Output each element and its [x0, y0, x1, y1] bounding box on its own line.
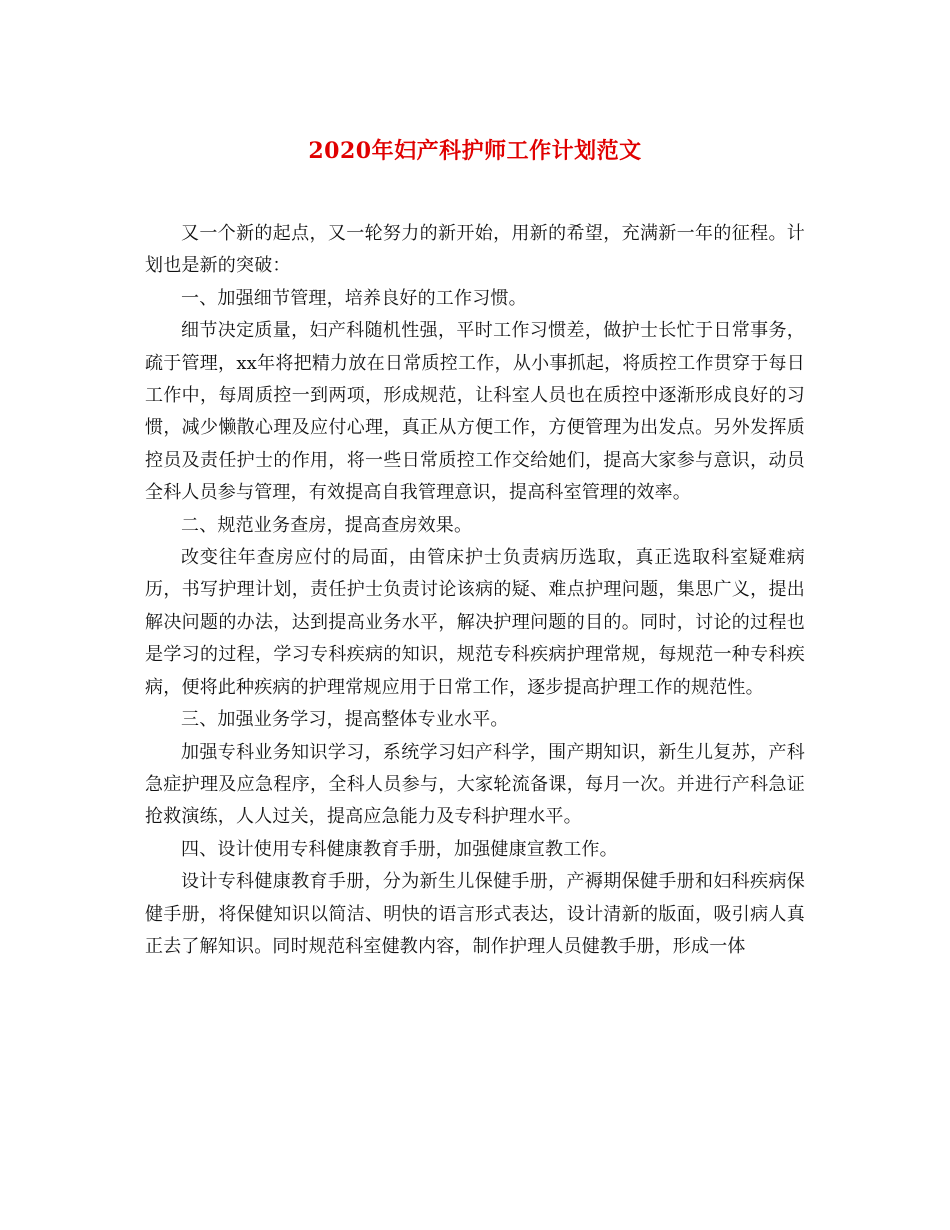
paragraph-section-2: 改变往年查房应付的局面，由管床护士负责病历选取，真正选取科室疑难病历，书写护理计划，责任护士负责讨论该病的疑、难点护理问题，集思广义，提出解决问题的办法，达到提高业务水平，解决护理问题的目的。同时，讨论的过程也是学习的过程，学习专科疾病的知识，规范专科疾病护理常规，每规范一种专科疾病，便将此种疾病的护理常规应用于日常工作，逐步提高护理工作的规范性。 [145, 547, 805, 698]
section-heading-2: 二、规范业务查房，提高查房效果。 [181, 514, 473, 536]
paragraph-section-3: 加强专科业务知识学习，系统学习妇产科学，围产期知识，新生儿复苏，产科急症护理及应急程序，全科人员参与，大家轮流备课，每月一次。并进行产科急证抢救演练，人人过关，提高应急能力及专科护理水平。 [145, 741, 805, 828]
section-heading-3: 三、加强业务学习，提高整体专业水平。 [181, 709, 509, 731]
document-body [145, 218, 805, 963]
page-title: 2020年妇产科护师工作计划范文 [308, 138, 642, 164]
paragraph-section-4: 设计专科健康教育手册，分为新生儿保健手册，产褥期保健手册和妇科疾病保健手册，将保健知识以简洁、明快的语言形式表达，设计清新的版面，吸引病人真正去了解知识。同时规范科室健教内容，制作护理人员健教手册，形成一体 [145, 871, 805, 957]
section-heading-1: 一、加强细节管理，培养良好的工作习惯。 [181, 287, 527, 309]
section-heading-4: 四、设计使用专科健康教育手册，加强健康宣教工作。 [181, 838, 618, 860]
paragraph-section-1: 细节决定质量，妇产科随机性强，平时工作习惯差，做护士长忙于日常事务，疏于管理，xx年将把精力放在日常质控工作，从小事抓起，将质控工作贯穿于每日工作中，每周质控一到两项，形成规范，让科室人员也在质控中逐渐形成良好的习惯，减少懒散心理及应付心理，真正从方便工作，方便管理为出发点。另外发挥质控员及责任护士的作用，将一些日常质控工作交给她们，提高大家参与意识，动员全科人员参与管理，有效提高自我管理意识，提高科室管理的效率。 [145, 320, 805, 504]
paragraph-intro: 又一个新的起点，又一轮努力的新开始，用新的希望，充满新一年的征程。计划也是新的突破： [145, 223, 805, 277]
